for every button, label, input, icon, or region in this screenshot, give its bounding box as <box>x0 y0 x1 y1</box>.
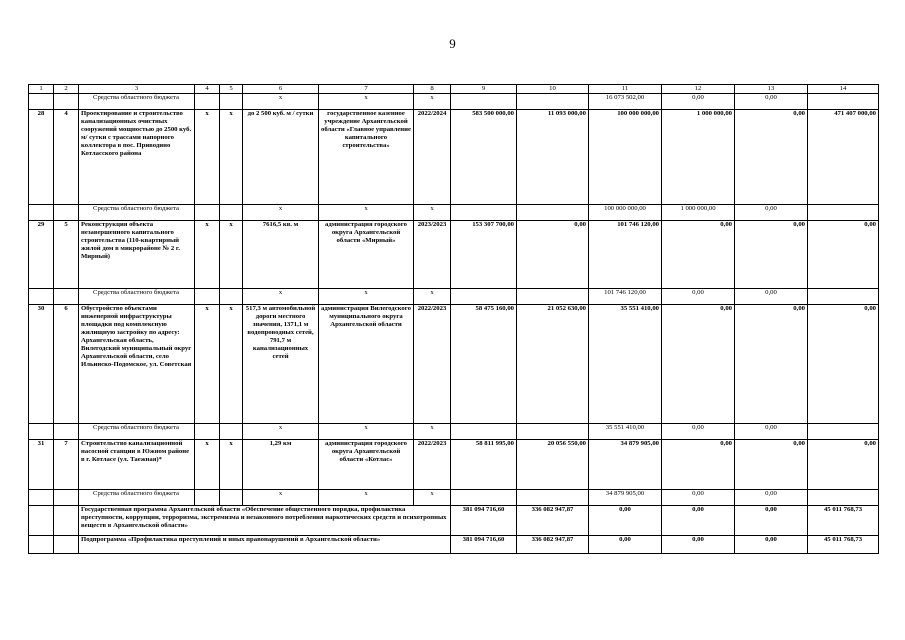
funding-source-row <box>29 205 879 221</box>
marker-cell: х <box>414 205 451 221</box>
amount-cell: 0,00 <box>808 221 879 289</box>
empty-cell <box>195 94 220 110</box>
column-number-cell: 4 <box>195 85 220 94</box>
program-name-cell: Государственная программа Архангельской области «Обеспечение общественного порядка, профилактика преступности, коррупции, терроризма, экстремизма и незаконного потребления наркотических средств и психотропных веществ в Архангельской области» <box>79 506 451 536</box>
empty-cell <box>517 424 589 440</box>
amount-cell: 34 879 905,00 <box>589 490 662 506</box>
marker-cell: х <box>414 289 451 305</box>
row-number-cell: 30 <box>29 305 54 424</box>
project-row <box>29 221 879 289</box>
empty-cell <box>451 490 517 506</box>
empty-cell <box>451 424 517 440</box>
project-name-cell: Реконструкция объекта незавершенного капитального строительства (110-квартирный жилой дом в микрорайоне № 2 г. Мирный) <box>79 221 195 289</box>
amount-cell: 35 551 410,00 <box>589 305 662 424</box>
marker-cell: х <box>243 490 319 506</box>
total-row <box>29 506 879 536</box>
empty-cell <box>451 205 517 221</box>
empty-cell <box>54 536 79 554</box>
amount-cell <box>808 289 879 305</box>
amount-cell: 0,00 <box>662 536 735 554</box>
page-number: 9 <box>449 36 456 51</box>
funding-source-row <box>29 424 879 440</box>
marker-cell: х <box>414 424 451 440</box>
column-number-cell: 13 <box>735 85 808 94</box>
project-row <box>29 110 879 205</box>
empty-cell <box>195 490 220 506</box>
marker-cell: х <box>319 289 414 305</box>
amount-cell: 0,00 <box>735 205 808 221</box>
empty-cell <box>220 490 243 506</box>
project-name-cell: Проектирование и строительство канализационных очистных сооружений мощностью до 2500 куб. м/ сутки с трассами напорного коллектора в пос. Приводино Котласского района <box>79 110 195 205</box>
empty-cell <box>195 424 220 440</box>
amount-cell: 0,00 <box>735 305 808 424</box>
amount-cell: 0,00 <box>735 424 808 440</box>
empty-cell <box>220 94 243 110</box>
amount-cell: 0,00 <box>735 506 808 536</box>
amount-cell: 0,00 <box>662 289 735 305</box>
amount-cell: 0,00 <box>735 536 808 554</box>
amount-cell: 0,00 <box>735 221 808 289</box>
empty-cell <box>29 506 54 536</box>
capacity-cell: 1,29 км <box>243 440 319 490</box>
funding-source-row <box>29 289 879 305</box>
empty-cell <box>54 506 79 536</box>
marker-cell: х <box>195 305 220 424</box>
funding-label-cell: Средства областного бюджета <box>79 424 195 440</box>
empty-cell <box>54 289 79 305</box>
amount-cell: 0,00 <box>517 221 589 289</box>
empty-cell <box>29 490 54 506</box>
row-number-cell: 28 <box>29 110 54 205</box>
marker-cell: х <box>243 424 319 440</box>
row-number-cell: 29 <box>29 221 54 289</box>
marker-cell: х <box>220 305 243 424</box>
budget-table <box>28 84 879 554</box>
amount-cell: 58 475 160,00 <box>451 305 517 424</box>
empty-cell <box>220 289 243 305</box>
empty-cell <box>451 94 517 110</box>
funding-label-cell: Средства областного бюджета <box>79 289 195 305</box>
amount-cell: 0,00 <box>662 506 735 536</box>
project-row <box>29 305 879 424</box>
capacity-cell: до 2 500 куб. м / сутки <box>243 110 319 205</box>
column-number-cell: 12 <box>662 85 735 94</box>
column-number-cell: 8 <box>414 85 451 94</box>
amount-cell: 100 000 000,00 <box>589 110 662 205</box>
amount-cell <box>808 94 879 110</box>
project-name-cell: Обустройство объектами инженерной инфраструктуры площадки под комплексную жилищную застройку по адресу: Архангельская область, Вилегодский муниципальный округ Архангельской области, село Ильинско-Подомское, ул. Советская <box>79 305 195 424</box>
column-number-cell: 11 <box>589 85 662 94</box>
amount-cell: 21 052 630,00 <box>517 305 589 424</box>
empty-cell <box>29 205 54 221</box>
empty-cell <box>220 205 243 221</box>
column-number-cell: 14 <box>808 85 879 94</box>
column-number-cell: 2 <box>54 85 79 94</box>
period-cell: 2022/2024 <box>414 110 451 205</box>
column-number-cell: 7 <box>319 85 414 94</box>
total-row <box>29 536 879 554</box>
capacity-cell: 517,3 м автомобильной дороги местного значения, 1371,1 м водопроводных сетей, 791,7 м канализационных сетей <box>243 305 319 424</box>
amount-cell: 336 082 947,87 <box>517 506 589 536</box>
marker-cell: х <box>220 110 243 205</box>
empty-cell <box>517 490 589 506</box>
amount-cell: 11 093 000,00 <box>517 110 589 205</box>
marker-cell: х <box>195 110 220 205</box>
amount-cell: 336 082 947,87 <box>517 536 589 554</box>
amount-cell: 0,00 <box>662 94 735 110</box>
column-number-cell: 9 <box>451 85 517 94</box>
empty-cell <box>29 94 54 110</box>
marker-cell: х <box>243 205 319 221</box>
funding-label-cell: Средства областного бюджета <box>79 94 195 110</box>
amount-cell: 58 811 995,00 <box>451 440 517 490</box>
funding-source-row <box>29 94 879 110</box>
amount-cell: 0,00 <box>662 440 735 490</box>
customer-cell: администрация Вилегодского муниципального округа Архангельской области <box>319 305 414 424</box>
empty-cell <box>54 205 79 221</box>
amount-cell: 100 000 000,00 <box>589 205 662 221</box>
amount-cell: 381 094 716,60 <box>451 506 517 536</box>
customer-cell: государственное казенное учреждение Архангельской области «Главное управление капитального строительства» <box>319 110 414 205</box>
program-name-cell: Подпрограмма «Профилактика преступлений и иных правонарушений в Архангельской области» <box>79 536 451 554</box>
empty-cell <box>29 289 54 305</box>
marker-cell: х <box>195 221 220 289</box>
column-number-row <box>29 85 879 94</box>
column-number-cell: 5 <box>220 85 243 94</box>
period-cell: 2022/2023 <box>414 305 451 424</box>
amount-cell: 0,00 <box>662 490 735 506</box>
amount-cell: 1 000 000,00 <box>662 110 735 205</box>
amount-cell: 0,00 <box>735 289 808 305</box>
funding-source-row <box>29 490 879 506</box>
funding-label-cell: Средства областного бюджета <box>79 205 195 221</box>
empty-cell <box>54 94 79 110</box>
empty-cell <box>517 94 589 110</box>
amount-cell: 0,00 <box>808 305 879 424</box>
marker-cell: х <box>319 94 414 110</box>
amount-cell: 153 307 700,00 <box>451 221 517 289</box>
marker-cell: х <box>319 490 414 506</box>
empty-cell <box>451 289 517 305</box>
amount-cell: 0,00 <box>735 440 808 490</box>
column-number-cell: 1 <box>29 85 54 94</box>
period-cell: 2023/2023 <box>414 221 451 289</box>
amount-cell: 1 000 000,00 <box>662 205 735 221</box>
empty-cell <box>517 289 589 305</box>
marker-cell: х <box>243 289 319 305</box>
marker-cell: х <box>319 424 414 440</box>
funding-label-cell: Средства областного бюджета <box>79 490 195 506</box>
amount-cell: 34 879 905,00 <box>589 440 662 490</box>
amount-cell: 20 056 550,00 <box>517 440 589 490</box>
amount-cell: 45 011 768,73 <box>808 536 879 554</box>
item-number-cell: 6 <box>54 305 79 424</box>
amount-cell: 0,00 <box>735 490 808 506</box>
row-number-cell: 31 <box>29 440 54 490</box>
period-cell: 2022/2023 <box>414 440 451 490</box>
empty-cell <box>220 424 243 440</box>
empty-cell <box>29 536 54 554</box>
marker-cell: х <box>414 94 451 110</box>
empty-cell <box>195 289 220 305</box>
amount-cell: 471 407 000,00 <box>808 110 879 205</box>
amount-cell: 381 094 716,60 <box>451 536 517 554</box>
project-name-cell: Строительство канализационной насосной станции в Южном районе в г. Котласе (ул. Таежная)* <box>79 440 195 490</box>
project-row <box>29 440 879 490</box>
marker-cell: х <box>195 440 220 490</box>
marker-cell: х <box>414 490 451 506</box>
column-number-cell: 6 <box>243 85 319 94</box>
amount-cell: 101 746 120,00 <box>589 221 662 289</box>
item-number-cell: 7 <box>54 440 79 490</box>
item-number-cell: 4 <box>54 110 79 205</box>
amount-cell: 0,00 <box>662 424 735 440</box>
amount-cell: 0,00 <box>662 221 735 289</box>
empty-cell <box>54 490 79 506</box>
column-number-cell: 10 <box>517 85 589 94</box>
amount-cell <box>808 205 879 221</box>
marker-cell: х <box>319 205 414 221</box>
amount-cell: 35 551 410,00 <box>589 424 662 440</box>
customer-cell: администрация городского округа Архангельской области «Котлас» <box>319 440 414 490</box>
amount-cell: 101 746 120,00 <box>589 289 662 305</box>
empty-cell <box>195 205 220 221</box>
marker-cell: х <box>243 94 319 110</box>
customer-cell: администрация городского округа Архангельской области «Мирный» <box>319 221 414 289</box>
amount-cell: 0,00 <box>735 110 808 205</box>
empty-cell <box>517 205 589 221</box>
item-number-cell: 5 <box>54 221 79 289</box>
amount-cell: 583 500 000,00 <box>451 110 517 205</box>
capacity-cell: 7616,5 кв. м <box>243 221 319 289</box>
amount-cell <box>808 424 879 440</box>
amount-cell: 0,00 <box>808 440 879 490</box>
amount-cell: 0,00 <box>735 94 808 110</box>
amount-cell: 0,00 <box>662 305 735 424</box>
amount-cell: 16 073 502,00 <box>589 94 662 110</box>
column-number-cell: 3 <box>79 85 195 94</box>
amount-cell: 0,00 <box>589 506 662 536</box>
marker-cell: х <box>220 221 243 289</box>
amount-cell: 0,00 <box>589 536 662 554</box>
amount-cell: 45 011 768,73 <box>808 506 879 536</box>
marker-cell: х <box>220 440 243 490</box>
empty-cell <box>54 424 79 440</box>
amount-cell <box>808 490 879 506</box>
empty-cell <box>29 424 54 440</box>
